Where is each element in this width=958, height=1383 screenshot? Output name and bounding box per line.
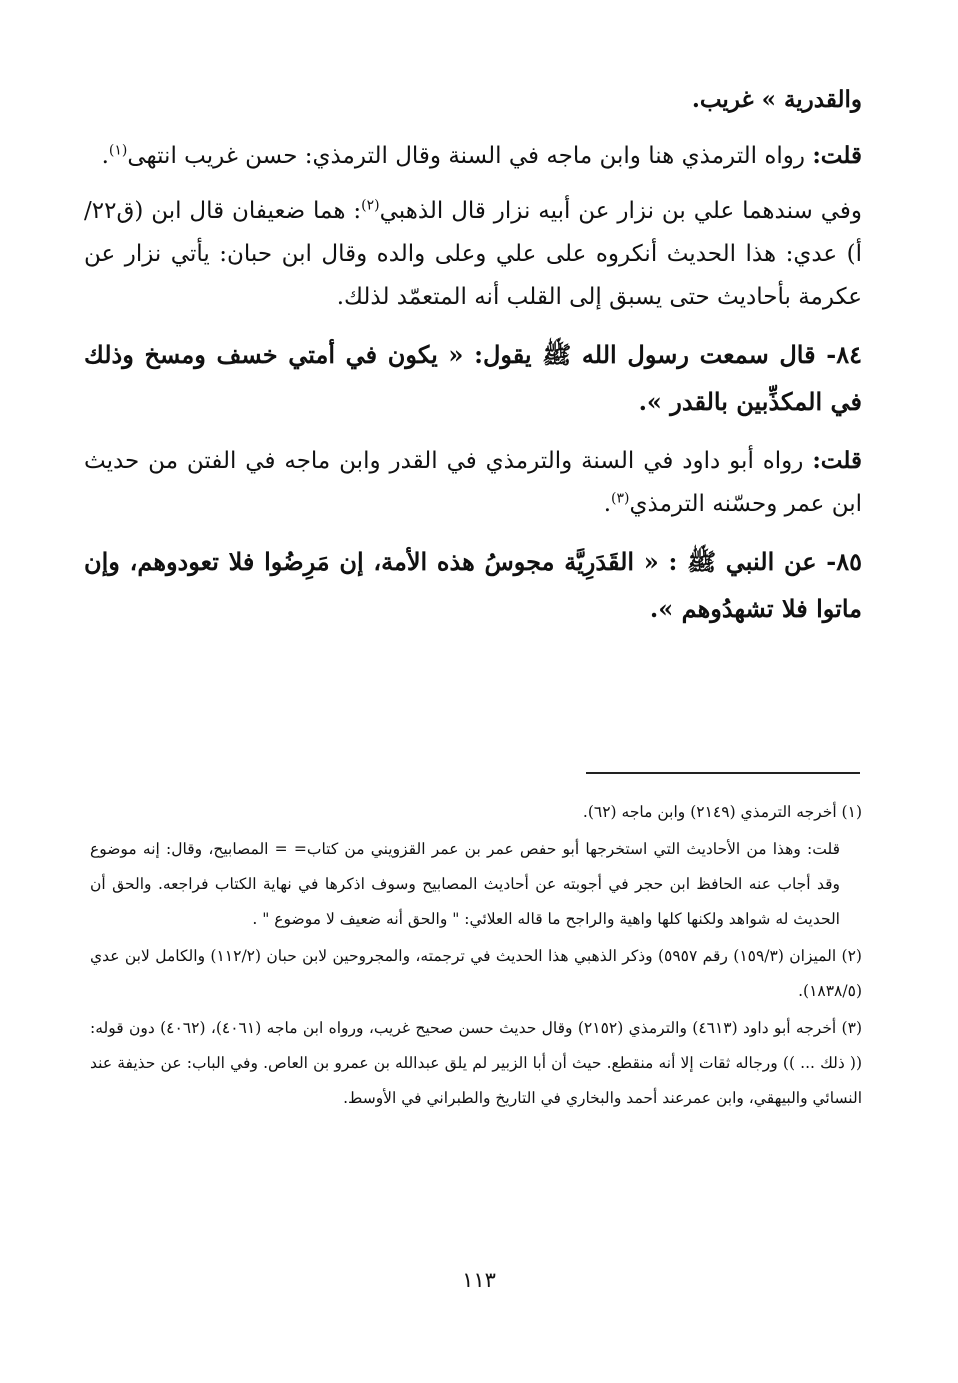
footnote-ref-2: (٢) [361, 197, 380, 214]
commentary-text: وفي سندهما علي بن نزار عن أبيه نزار قال الذهبي [379, 198, 863, 224]
main-text [84, 78, 862, 646]
commentary-text-cont: : هما ضعيفان قال ابن (ق٢٢/أ) عدي: هذا الحديث أنكروه على علي وعلى والده وقال ابن حبان: يأتي نزار عن عكرمة بأحاديث حتى يسبق إلى القلب أنه المتعمّد لذلك. [84, 198, 862, 310]
hadith-text: ٨٥- عن النبي ﷺ : « القَدَرِيَّة مجوسُ هذه الأمة، إن مَرِضُوا فلا تعودوهم، وإن ماتوا فلا تشهدُوهم ». [84, 547, 862, 623]
footnote-1-continued: قلت: وهذا من الأحاديث التي استخرجها أبو حفص عمر بن عمر القزويني من كتاب= = المصابيح، وقال: إنه موضوع وقد أجاب عنه الحافظ ابن حجر في أجوبته عن أحاديث المصابيح وسوف اذكرها في نهاية الكتاب فراجعه. والحق أن الحديث له شواهد ولكنها كلها واهية والراجح ما قاله العلائي: " والحق أنه ضعيف لا موضوع " . [90, 840, 840, 928]
commentary-text: رواه الترمذي هنا وابن ماجه في السنة وقال الترمذي: حسن غريب انتهى [127, 143, 813, 169]
page-number: ١١٣ [462, 1268, 496, 1292]
commentary-tail: . [603, 491, 612, 517]
footnote-3: (٣) أخرجه أبو داود (٤٦١٣) والترمذي (٢١٥٢) وقال حديث حسن صحيح غريب، ورواه ابن ماجه (٤٠٦١)، (٤٠٦٢) دون قوله: (( ذلك ... )) ورجاله ثقات إلا أنه منقطع. حيث أن أبا الزبير لم يلق عبدالله بن عمرو بن العاص. وفي الباب: عن حذيفة عند النسائي والبيهقي، وابن عمرعند أحمد والبخاري في التاريخ والطبراني في الأوسط. [90, 1019, 862, 1107]
footnote-1: (١) أخرجه الترمذي (٢١٤٩) وابن ماجه (٦٢). [582, 803, 862, 821]
continuation-text: والقدرية » غريب. [691, 86, 862, 113]
continuation-line [84, 78, 862, 122]
hadith-84 [84, 331, 862, 425]
commentary-paragraph-2 [84, 190, 862, 319]
commentary-tail: . [101, 143, 109, 169]
footnote-separator [586, 772, 860, 774]
commentary-text: رواه أبو داود في السنة والترمذي في القدر وابن ماجه في الفتن من حديث ابن عمر وحسّنه الترمذي [84, 448, 862, 517]
hadith-85 [84, 538, 862, 632]
footnote-2: (٢) الميزان (١٥٩/٣) رقم ٥٩٥٧) وذكر الذهبي هذا الحديث في ترجمته، والمجروحين لابن حبان (١١٢/٢) والكامل لابن عدي (١٨٣٨/٥). [90, 947, 862, 1000]
footnote-ref-3: (٣) [611, 490, 630, 507]
qult-label: قلت: [812, 142, 862, 169]
footnote-ref-1: (١) [108, 142, 128, 159]
hadith-text: ٨٤- قال سمعت رسول الله ﷺ يقول: « يكون في أمتي خسف ومسخ وذلك في المكذِّبين بالقدر ». [84, 340, 862, 416]
commentary-paragraph-1 [84, 134, 862, 178]
qult-label: قلت: [812, 447, 862, 474]
commentary-paragraph-3 [84, 439, 862, 526]
footnotes [90, 795, 862, 1118]
